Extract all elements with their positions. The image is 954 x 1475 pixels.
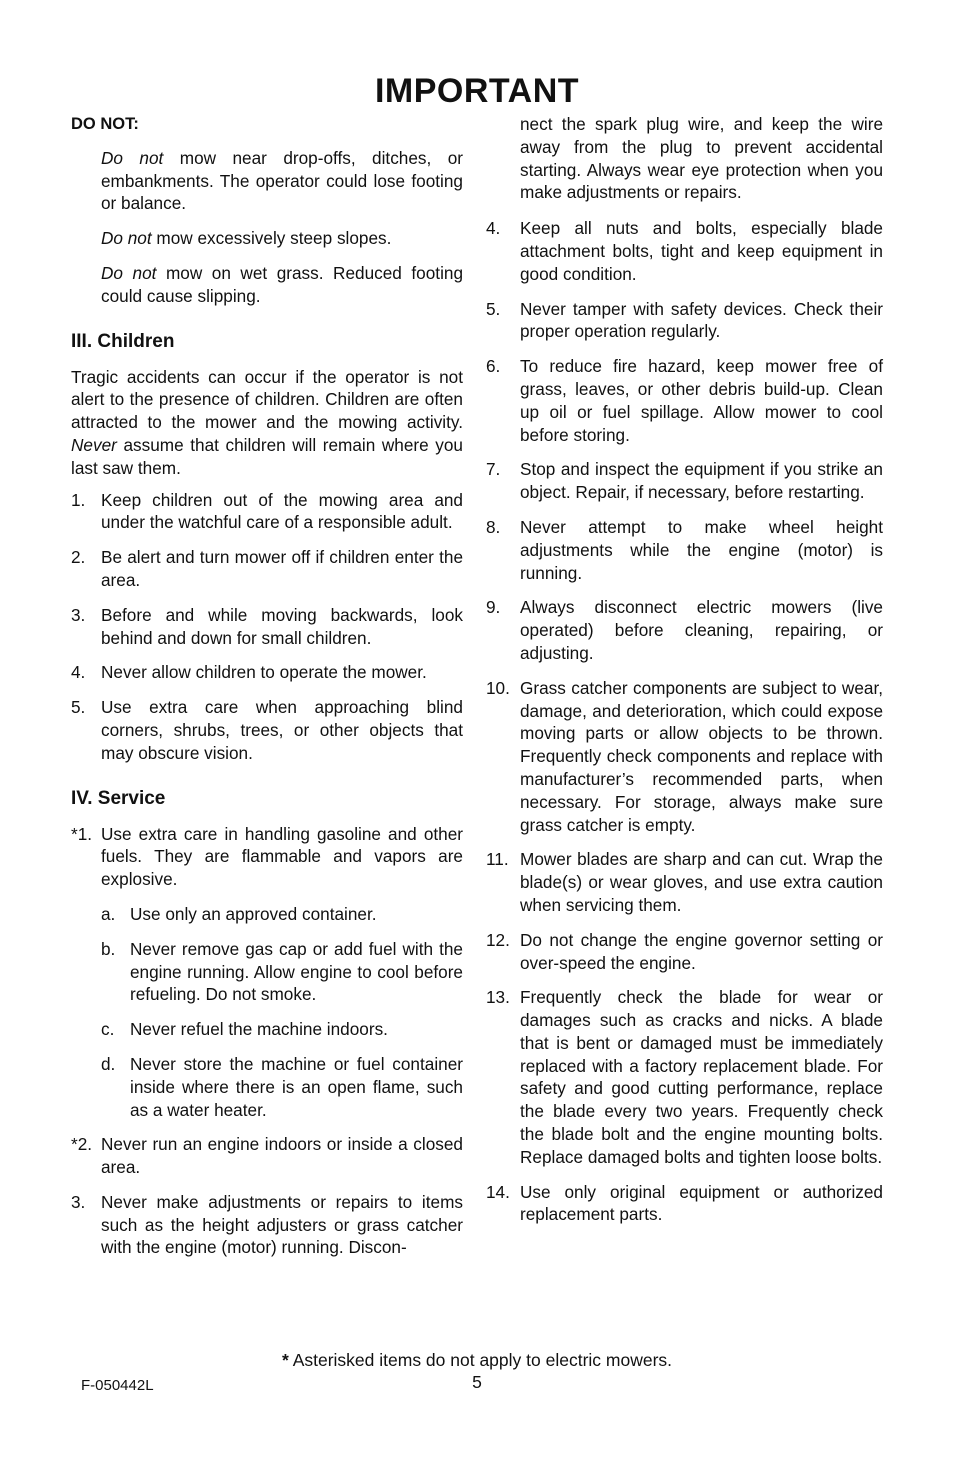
item-number: 5. — [486, 298, 501, 319]
children-item — [71, 696, 463, 764]
right-column — [486, 113, 883, 1238]
service-subitem — [101, 938, 463, 1006]
subitem-letter: d. — [101, 1053, 116, 1074]
item-text: Never attempt to make wheel height adjustments while the engine (motor) is running. — [520, 516, 883, 583]
service-item — [486, 848, 883, 916]
item-number: 12. — [486, 929, 510, 950]
item-number: 4. — [71, 662, 86, 683]
service-subitem — [101, 1018, 463, 1041]
service-item — [486, 929, 883, 975]
service-item — [486, 298, 883, 344]
service-subitem — [101, 903, 463, 926]
children-intro — [71, 366, 463, 480]
item-text: Never make adjustments or repairs to items such as the height adjusters or grass catcher with the engine (motor) running. Discon- — [101, 1191, 463, 1258]
item-number: 11. — [486, 849, 509, 870]
item-number: 10. — [486, 677, 510, 698]
item-number: 5. — [71, 697, 86, 718]
service-item — [71, 1191, 463, 1259]
do-not-text: mow near drop-offs, ditches, or embankments. The operator could lose footing or balance. — [101, 147, 464, 214]
item-number: 14. — [486, 1181, 510, 1202]
item-text: Before and while moving backwards, look behind and down for small children. — [101, 604, 463, 648]
item-text: Keep all nuts and bolts, especially blade attachment bolts, tight and keep equipment in good condition. — [520, 218, 883, 284]
item-number: 4. — [486, 218, 501, 239]
do-not-item — [101, 262, 463, 308]
subitem-letter: a. — [101, 903, 116, 924]
do-not-text: mow excessively steep slopes. — [151, 228, 392, 249]
item-text: Use extra care when approaching blind corners, shrubs, trees, or other objects that may obscure vision. — [101, 697, 463, 763]
intro-text: assume that children will remain where you last saw them. — [71, 434, 463, 478]
item-text: Use extra care in handling gasoline and other fuels. They are flammable and vapors are explosive. — [101, 823, 463, 890]
service-item — [71, 1133, 463, 1179]
item-number: 1. — [71, 489, 86, 510]
subitem-letter: b. — [101, 938, 116, 959]
item-text: Grass catcher components are subject to wear, damage, and deterioration, which could expose moving parts or allow objects to be thrown. Frequently check components and replace with manufacturer’s recommended parts, when necessary. For storage, always make sure grass catcher is empty. — [520, 677, 883, 835]
subitem-text: Never store the machine or fuel container inside where there is an open flame, such as a water heater. — [130, 1053, 463, 1120]
service-item — [486, 677, 883, 837]
item-text: Frequently check the blade for wear or damages such as cracks and nicks. A blade that is bent or damaged must be immediately replaced with a factory replacement blade. For safety and good cutting performance, replace the blade every two years. Frequently check the blade bolt and the engine mounting bolts. Replace damaged bolts and tighten loose bolts. — [520, 987, 883, 1167]
children-item — [71, 546, 463, 592]
do-not-heading: DO NOT: — [71, 115, 139, 133]
emphasis: Do not — [101, 147, 164, 168]
item-number: 9. — [486, 597, 501, 618]
item-number: 3. — [71, 1191, 86, 1212]
footnote-text: Asterisked items do not apply to electric mowers. — [288, 1350, 673, 1370]
service-item — [486, 986, 883, 1168]
do-not-item — [101, 227, 463, 250]
service-item — [486, 596, 883, 664]
item-number: 2. — [71, 547, 86, 568]
service-heading: IV. Service — [71, 787, 166, 809]
emphasis: Do not — [101, 262, 157, 283]
intro-text: Tragic accidents can occur if the operator is not alert to the presence of children. Children are often attracted to the mower and the mowing activity. — [71, 366, 463, 433]
item-number: *2. — [71, 1134, 93, 1155]
subitem-text: Never remove gas cap or add fuel with the engine running. Allow engine to cool before refueling. Do not smoke. — [130, 938, 463, 1005]
subitem-text: Never refuel the machine indoors. — [130, 1019, 388, 1040]
service-item-3-continued: nect the spark plug wire, and keep the wire away from the plug to prevent accidental starting. Always wear eye protection when you make adjustments or repairs. — [520, 114, 883, 203]
page-title: IMPORTANT — [374, 72, 580, 110]
item-text: To reduce fire hazard, keep mower free of grass, leaves, or other debris build-up. Clean up oil or fuel spillage. Allow mower to cool before storing. — [520, 356, 883, 445]
item-text: Never allow children to operate the mower. — [101, 662, 427, 683]
subitem-letter: c. — [101, 1019, 115, 1040]
document-code: F-050442L — [81, 1377, 154, 1394]
item-text: Stop and inspect the equipment if you strike an object. Repair, if necessary, before restarting. — [520, 459, 883, 503]
item-text: Do not change the engine governor setting or over-speed the engine. — [520, 929, 883, 973]
service-item — [486, 458, 883, 504]
emphasis: Do not — [101, 228, 152, 249]
children-heading: III. Children — [71, 330, 175, 352]
page-number: 5 — [472, 1372, 482, 1392]
left-column — [71, 113, 463, 1271]
do-not-item — [101, 147, 463, 215]
item-text: Never run an engine indoors or inside a closed area. — [101, 1134, 463, 1178]
item-number: 3. — [71, 604, 86, 625]
item-number: 7. — [486, 459, 501, 480]
emphasis: Never — [71, 434, 117, 455]
item-number: 13. — [486, 987, 510, 1008]
children-item — [71, 661, 463, 684]
item-number: *1. — [71, 823, 93, 844]
service-item — [71, 823, 463, 891]
service-subitem — [101, 1053, 463, 1121]
children-item — [71, 489, 463, 535]
item-text: Be alert and turn mower off if children enter the area. — [101, 547, 463, 590]
item-number: 8. — [486, 516, 501, 537]
service-item — [486, 1181, 883, 1227]
item-text: Keep children out of the mowing area and under the watchful care of a responsible adult. — [101, 489, 463, 533]
service-item — [486, 355, 883, 446]
item-text: Mower blades are sharp and can cut. Wrap the blade(s) or wear gloves, and use extra caution when servicing them. — [520, 849, 883, 915]
item-text: Never tamper with safety devices. Check their proper operation regularly. — [520, 298, 883, 342]
service-item — [486, 516, 883, 584]
footnote — [0, 1350, 954, 1371]
subitem-text: Use only an approved container. — [130, 903, 377, 924]
do-not-text: mow on wet grass. Reduced footing could cause slipping. — [101, 262, 463, 306]
asterisk-mark: * — [281, 1350, 289, 1370]
item-number: 6. — [486, 356, 501, 377]
item-text: Always disconnect electric mowers (live operated) before cleaning, repairing, or adjusting. — [520, 597, 883, 663]
item-text: Use only original equipment or authorized replacement parts. — [520, 1181, 883, 1225]
children-item — [71, 604, 463, 650]
service-item — [486, 217, 883, 285]
